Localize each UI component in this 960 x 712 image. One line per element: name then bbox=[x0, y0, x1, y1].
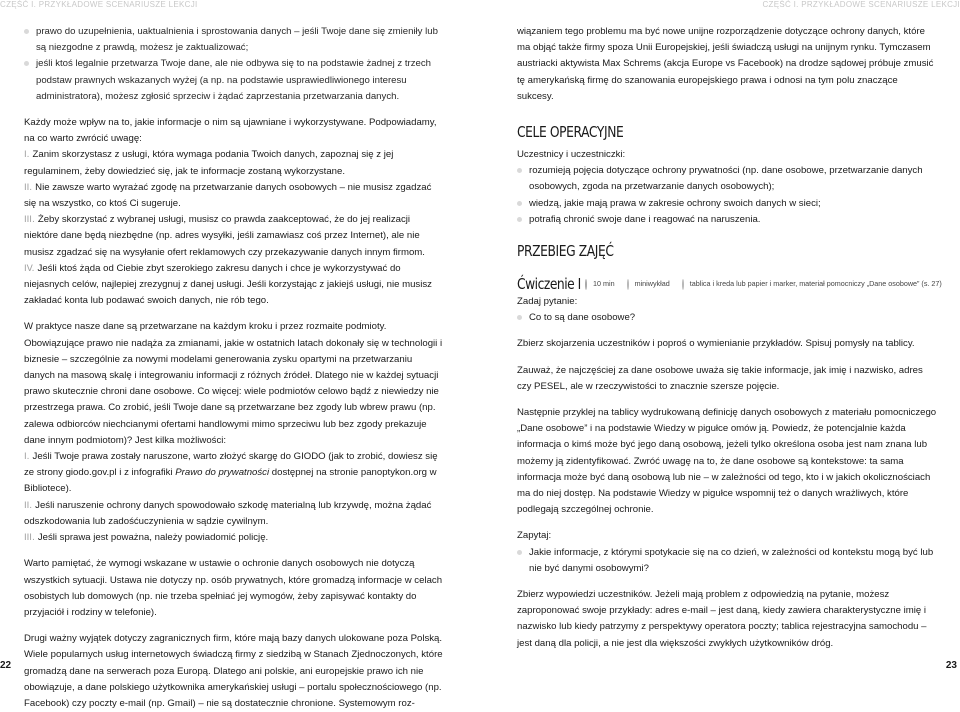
paragraph-answers: Zbierz wypowiedzi uczestników. Jeżeli mają problem z odpowiedzią na pytanie, możesz zaproponować swoje przykłady: adres e-mail – jest daną, kiedy zawiera charakterystyczne imię i nazwisko lub kiedy patrzymy z perspektywy operatora poczty; tablica rejestracyjna samochodu – jest daną dla policji, a nie jest dla większości zwykłych użytkowników dróg. bbox=[517, 589, 927, 649]
list-item: wiedzą, jakie mają prawa w zakresie ochrony swoich danych w sieci; bbox=[517, 196, 937, 212]
exercise-title: Ćwiczenie I bbox=[517, 274, 581, 293]
question-label: Zadaj pytanie: bbox=[517, 296, 578, 308]
section-heading-course: PRZEBIEG ZAJĘĆ bbox=[517, 242, 614, 261]
exercise-header bbox=[517, 274, 942, 294]
list-item: Co to są dane osobowe? bbox=[517, 310, 937, 326]
exercise-time: 10 min bbox=[593, 278, 615, 288]
exercise-type: miniwykład bbox=[634, 278, 670, 288]
paragraph-continuation: wiązaniem tego problemu ma być nowe unijne rozporządzenie dotyczące ochrony danych, które ma objąć także firmy spoza Unii Europejskiej, jeśli świadczą usługi na unijnym rynku. Tymczasem austriacki aktywista Max Schrems (akcja Europe vs Facebook) na drodze sądowej próbuje zmusić tę amerykańską firmę do szanowania europejskiego prawa i odnosi na tym polu znaczące sukcesy. bbox=[517, 26, 934, 102]
list-item: Jakie informacje, z którymi spotykacie się na co dzień, w zależności od kontekstu mogą być lub nie być danymi osobowymi? bbox=[517, 545, 937, 577]
list-item: III. Jeśli sprawa jest poważna, należy powiadomić policję. bbox=[24, 532, 269, 544]
list-item: IV. Jeśli ktoś żąda od Ciebie zbyt szerokiego zakresu danych i chce je wykorzystywać do niejasnych celów, najlepiej zrezygnuj z danej usługi. Jeśli korzystając z jakiejś usługi, nie musisz zakładać konta lub podawać swoich danych, nie rób tego. bbox=[24, 262, 432, 307]
paragraph-notice: Zauważ, że najczęściej za dane osobowe uważa się takie informacje, jak imię i nazwisko, adres czy PESEL, ale w rzeczywistości to znacznie szersze pojęcie. bbox=[517, 364, 923, 392]
paragraph-practice: W praktyce nasze dane są przetwarzane na każdym kroku i przez rozmaite podmioty. Obowiązujące prawo nie nadąża za zmianami, jakie w ostatnich latach dokonały się w technologii i biznesie – szczególnie za nowymi modelami generowania zysku opartymi na przetwarzaniu danych na masową skalę i integrowaniu informacji z różnych źródeł. Dlatego nie w każdej sytuacji prawo skutecznie chroni dane osobowe. Co więcej: wiele podmiotów celowo bądź z niewiedzy nie przestrzega prawa. Co zrobić, jeśli Twoje dane są przetwarzane bez zgody lub wbrew prawu (np. zalewa odbiorców niechcianymi ofertami handlowymi mimo sprzeciwu lub bez zgody prekazuje dane innym podmiotom)? Jest kilka możliwości: bbox=[24, 321, 443, 446]
section-heading-goals: CELE OPERACYJNE bbox=[517, 123, 624, 142]
paragraph-tips-intro: Każdy może wpływ na to, jakie informacje o nim są ujawniane i wykorzystywane. Podpowiadamy, na co warto zwrócić uwagę: bbox=[24, 117, 437, 145]
materials-icon bbox=[682, 279, 684, 290]
paragraph-collect: Zbierz skojarzenia uczestników i poproś o wymienianie przykładów. Spisuj pomysły na tablicy. bbox=[517, 338, 915, 350]
running-header-left: CZĘŚĆ I. PRZYKŁADOWE SCENARIUSZE LEKCJI bbox=[0, 0, 198, 9]
right-column bbox=[517, 24, 942, 652]
paragraph-exceptions: Warto pamiętać, że wymogi wskazane w ustawie o ochronie danych osobowych nie dotyczą wszystkich sytuacji. Ustawa nie dotyczy np. osób prywatnych, które gromadzą informacje w celach osobistych lub domowych (np. nie trzeba spełniać jej wymogów, żeby zapisywać kontakty do przyjaciół i rodziny w telefonie). bbox=[24, 558, 443, 618]
left-column bbox=[24, 24, 444, 712]
bullet-dot-icon bbox=[517, 550, 522, 555]
exercise-materials: tablica i kreda lub papier i marker, materiał pomocniczy „Dane osobowe” (s. 27) bbox=[689, 278, 942, 288]
list-item: prawo do uzupełnienia, uaktualnienia i sprostowania danych – jeśli Twoje dane się zmieniły lub są niezgodne z prawdą, możesz je zaktualizować; bbox=[24, 24, 444, 56]
clock-icon bbox=[585, 279, 587, 290]
page-number-right: 23 bbox=[945, 660, 957, 671]
bullet-dot-icon bbox=[24, 29, 29, 34]
ask-label: Zapytaj: bbox=[517, 530, 552, 542]
paragraph-definition: Następnie przyklej na tablicy wydrukowaną definicję danych osobowych z materiału pomocniczego „Dane osobowe” i na podstawie Wiedzy w pigułce omów ją. Powiedz, że potencjalnie każda informacja o kimś może być jego daną osobową, jeżeli tylko określona osoba jest nam znana lub możemy ją zidentyfikować. Zwróć uwagę na to, że dane osobowe są kontekstowe: ta sama informacja może być daną osobową lub nie – w zależności od tego, kto i w jakich okolicznościach ma do niej dostęp. Na podstawie Wiedzy w pigułce wspomnij też o danych wrażliwych, które podlegają szczególnej ochronie. bbox=[517, 407, 937, 516]
list-item: rozumieją pojęcia dotyczące ochrony prywatności (np. dane osobowe, przetwarzanie danych osobowych, zgoda na przetwarzanie danych osobowych); bbox=[517, 163, 937, 195]
bullet-dot-icon bbox=[517, 217, 522, 222]
list-item: I. Zanim skorzystasz z usługi, która wymaga podania Twoich danych, zapoznaj się z jej regulaminem, żeby dowiedzieć się, jak te informacje zostaną wykorzystane. bbox=[24, 149, 394, 177]
bullet-dot-icon bbox=[24, 61, 29, 66]
lecture-icon bbox=[627, 279, 629, 290]
list-item: potrafią chronić swoje dane i reagować na naruszenia. bbox=[517, 212, 937, 228]
list-item: jeśli ktoś legalnie przetwarza Twoje dane, ale nie odbywa się to na podstawie żadnej z trzech podstaw prawnych wskazanych wyżej (a np. na podstawie usprawiedliwionego interesu administratora), możesz zgłosić sprzeciw i żądać zaprzestania przetwarzania danych. bbox=[24, 56, 444, 105]
running-header-right: CZĘŚĆ I. PRZYKŁADOWE SCENARIUSZE LEKCJI bbox=[762, 0, 960, 9]
bullet-dot-icon bbox=[517, 168, 522, 173]
list-item: II. Jeśli naruszenie ochrony danych spowodowało szkodę materialną lub krzywdę, można żądać odszkodowania lub zadośćuczynienia w sądzie cywilnym. bbox=[24, 499, 432, 527]
paragraph-foreign-firms: Drugi ważny wyjątek dotyczy zagranicznych firm, które mają bazy danych ulokowane poza Polską. Wiele popularnych usług internetowych świadczą firmy z siedzibą w Stanach Zjednoczonych, które gromadzą dane na serwerach poza Europą. Dlatego ani polskie, ani europejskie prawo ich nie obowiązuje, a dane polskiego użytkownika amerykańskiej usługi – portalu społecznościowego (np. Facebook) czy poczty e-mail (np. Gmail) – nie są dostatecznie chronione. Systemowym roz- bbox=[24, 633, 443, 709]
list-item: III. Żeby skorzystać z wybranej usługi, musisz co prawda zaakceptować, że do jej realizacji niektóre dane będą niezbędne (np. adres wysyłki, jeśli zamawiasz coś przez Internet), ale nie musisz zgadzać się na wysyłanie ofert reklamowych czy przekazywanie danych innym firmom. bbox=[24, 214, 425, 258]
bullet-dot-icon bbox=[517, 315, 522, 320]
goals-intro: Uczestnicy i uczestniczki: bbox=[517, 149, 626, 161]
list-item: I. Jeśli Twoje prawa zostały naruszone, warto złożyć skargę do GIODO (jak to zrobić, dowiesz się ze strony giodo.gov.pl i z infografiki Prawo do prywatności dostępnej na stronie panoptykon.org w Bibliotece). bbox=[24, 451, 438, 495]
list-item: II. Nie zawsze warto wyrażać zgodę na przetwarzanie danych osobowych – nie musisz zgadzać się na wszystko, co ktoś Ci sugeruje. bbox=[24, 181, 432, 210]
bullet-dot-icon bbox=[517, 201, 522, 206]
page-number-left: 22 bbox=[0, 660, 12, 671]
